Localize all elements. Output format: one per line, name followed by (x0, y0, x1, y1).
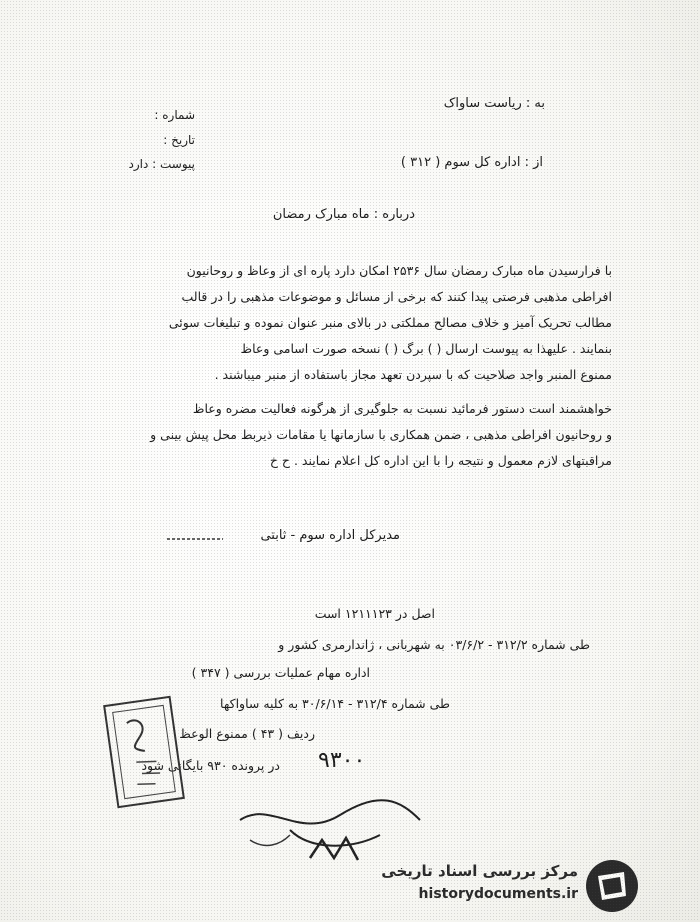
handwritten-number: ۹۳۰۰ (318, 748, 366, 773)
attachment-label: پیوست : دارد (128, 157, 195, 171)
note-line-4: طی شماره ۳۱۲/۴ - ۳۰/۶/۱۴ به کلیه ساواکها (220, 696, 450, 711)
recipient-line: به : ریاست ساواک (443, 96, 545, 111)
body-line-4: بنمایند . علیهذا به پیوست ارسال ( ) برگ ( ) نسخه صورت اسامی وعاظ (240, 341, 612, 356)
note-line-6: در پرونده ۹۳۰ بایگانی شود (141, 758, 280, 773)
date-label: تاریخ : (163, 133, 195, 147)
number-label: شماره : (154, 108, 195, 122)
note-line-3: اداره مهام عملیات بررسی ( ۳۴۷ ) (191, 665, 370, 680)
subject-line: درباره : ماه مبارک رمضان (272, 207, 415, 222)
note-line-5: ردیف ( ۴۳ ) ممنوع الوعظ (179, 726, 315, 741)
body-line-5: ممنوع المنبر واجد صلاحیت که با سپردن تعهد مجاز باستفاده از منبر میباشند . (214, 367, 612, 382)
body-line-2: افراطی مذهبی فرصتی پیدا کنند که برخی از مسائل و موضوعات مذهبی را در قالب (181, 289, 612, 304)
body-line-1: با فرارسیدن ماه مبارک رمضان سال ۲۵۳۶ امکان دارد پاره ای از وعاظ و روحانیون (186, 263, 612, 278)
stamp-icon (103, 696, 185, 808)
note-line-2: طی شماره ۳۱۲/۲ - ۰۳/۶/۲ به شهربانی ، ژاندارمری کشور و (278, 637, 590, 652)
archive-footer (340, 858, 640, 914)
signature-line: مدیرکل اداره سوم - ثابتی (260, 528, 400, 543)
archive-logo-icon (584, 858, 640, 914)
note-line-1: اصل در ۱۲۱۱۱۲۳ است (314, 606, 435, 621)
signature-underline (165, 533, 225, 545)
body-line-8: مراقبتهای لازم معمول و نتیجه را با این اداره کل اعلام نمایند . ح خ (269, 453, 612, 468)
body-line-3: مطالب تحریک آمیز و خلاف مصالح مملکتی در بالای منبر عنوان نموده و تبلیغات سوئی (168, 315, 612, 330)
footer-title: مرکز بررسی اسناد تاریخی (381, 862, 578, 880)
body-line-7: و روحانیون افراطی مذهبی ، ضمن همکاری با سازمانها یا مقامات ذیربط محل پیش بینی و (150, 427, 612, 442)
body-line-6: خواهشمند است دستور فرمائید نسبت به جلوگیری از هرگونه فعالیت مضره وعاظ (192, 401, 612, 416)
footer-url: historydocuments.ir (418, 886, 578, 902)
sender-line: از : اداره کل سوم ( ۳۱۲ ) (400, 155, 543, 170)
